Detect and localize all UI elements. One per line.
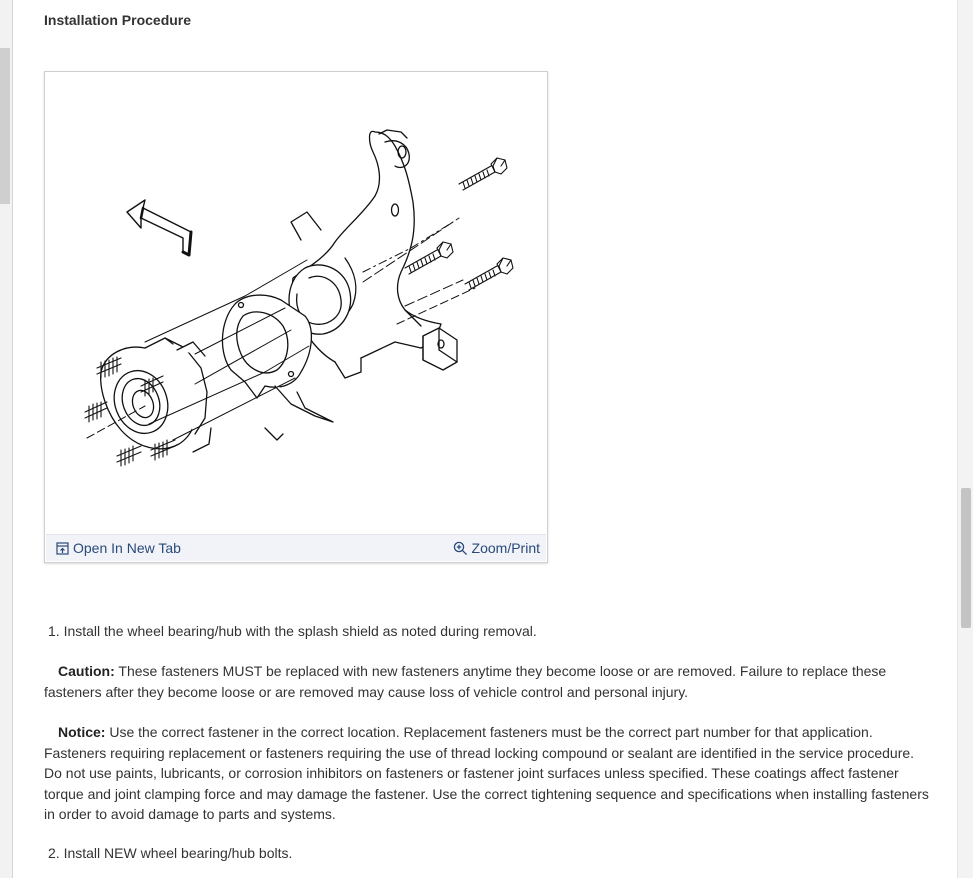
left-scrollbar[interactable]	[0, 0, 13, 878]
step-number: 1.	[48, 623, 60, 639]
open-new-tab-link[interactable]	[56, 540, 181, 556]
left-scrollbar-thumb[interactable]	[0, 48, 10, 204]
wheel-hub-illustration	[45, 72, 547, 534]
caution-label: Caution:	[58, 663, 115, 679]
hub-bolts-drawing	[405, 158, 513, 290]
step-text: Install the wheel bearing/hub with the splash shield as noted during removal.	[63, 623, 537, 639]
notice-text: Use the correct fastener in the correct location. Replacement fasteners must be the correct part number for that application. Fasteners requiring replacement or fasteners requiring the use of thread locking compound or sealant are identified in the service procedure. Do not use paints, lubricants, or corrosion inhibitors on fasteners or fastener joint surfaces unless specified. These coatings affect fastener torque and joint clamping force and may damage the fastener. Use the correct tightening sequence and specifications when installing fasteners in order to avoid damage to parts and systems.	[44, 724, 929, 822]
zoom-print-label: Zoom/Print	[471, 540, 540, 556]
direction-arrow-icon	[127, 200, 191, 255]
notice-note	[44, 722, 934, 825]
right-scrollbar-thumb[interactable]	[961, 488, 971, 628]
section-title: Installation Procedure	[44, 12, 192, 28]
open-new-tab-icon	[56, 542, 69, 555]
caution-text: These fasteners MUST be replaced with new fasteners anytime they become loose or are removed. Failure to replace these fasteners after they become loose or are removed may cause loss of vehicle control and personal injury.	[44, 663, 887, 700]
figure-toolbar	[46, 534, 546, 561]
right-scrollbar[interactable]	[957, 0, 973, 878]
zoom-in-icon	[453, 541, 468, 556]
wheel-hub-drawing	[85, 338, 211, 466]
step-1	[44, 621, 938, 642]
steering-knuckle-drawing	[289, 130, 457, 378]
notice-label: Notice:	[58, 724, 106, 740]
caution-note	[44, 661, 934, 702]
step-number: 2.	[48, 845, 60, 861]
figure-container	[44, 71, 548, 563]
step-2	[44, 843, 938, 864]
step-text: Install NEW wheel bearing/hub bolts.	[63, 845, 293, 861]
open-new-tab-label: Open In New Tab	[73, 540, 181, 556]
zoom-print-link[interactable]	[453, 540, 540, 556]
